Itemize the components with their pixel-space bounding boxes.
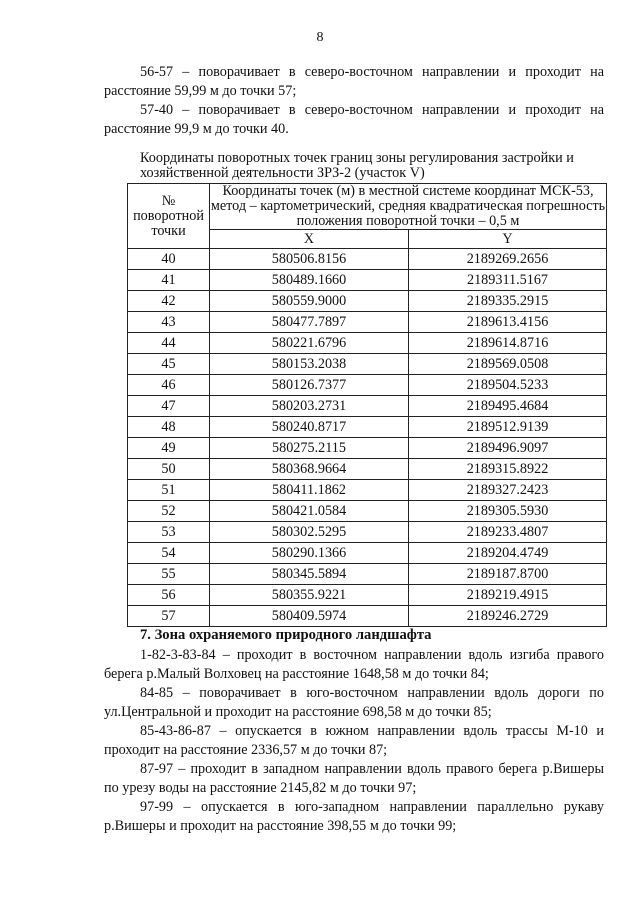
section-title: 7. Зона охраняемого природного ландшафта bbox=[140, 627, 432, 643]
y-coordinate-cell: 2189504.5233 bbox=[409, 375, 607, 396]
paragraph-56-57: 56-57 – поворачивает в северо-восточном направлении и проходит на расстояние 59,99 м до точки 57; bbox=[104, 64, 604, 99]
y-coordinate-cell: 2189204.4749 bbox=[409, 543, 607, 564]
x-coordinate-cell: 580345.5894 bbox=[210, 564, 409, 585]
table-caption: Координаты поворотных точек границ зоны регулирования застройки и хозяйственной деятельности ЗРЗ-2 (участок V) bbox=[140, 150, 574, 181]
table-row bbox=[128, 501, 607, 522]
table-row bbox=[128, 312, 607, 333]
header-coordinates: Координаты точек (м) в местной системе координат МСК-53, метод – картометрический, средняя квадратическая погрешность положения поворотной точки – 0,5 м bbox=[210, 183, 606, 229]
header-point-number: № поворотной точки bbox=[128, 184, 210, 249]
x-coordinate-cell: 580240.8717 bbox=[210, 417, 409, 438]
x-coordinate-cell: 580489.1660 bbox=[210, 270, 409, 291]
y-coordinate-cell: 2189311.5167 bbox=[409, 270, 607, 291]
y-coordinate-cell: 2189327.2423 bbox=[409, 480, 607, 501]
table-row bbox=[128, 291, 607, 312]
point-number-cell: 40 bbox=[128, 249, 210, 270]
y-coordinate-cell: 2189569.0508 bbox=[409, 354, 607, 375]
y-coordinate-cell: 2189614.8716 bbox=[409, 333, 607, 354]
point-number-cell: 53 bbox=[128, 522, 210, 543]
x-coordinate-cell: 580302.5295 bbox=[210, 522, 409, 543]
x-coordinate-cell: 580355.9221 bbox=[210, 585, 409, 606]
x-coordinate-cell: 580368.9664 bbox=[210, 459, 409, 480]
point-number-cell: 55 bbox=[128, 564, 210, 585]
x-coordinate-cell: 580559.9000 bbox=[210, 291, 409, 312]
point-number-cell: 41 bbox=[128, 270, 210, 291]
x-coordinate-cell: 580477.7897 bbox=[210, 312, 409, 333]
x-coordinate-cell: 580409.5974 bbox=[210, 606, 409, 627]
table-row bbox=[128, 543, 607, 564]
x-coordinate-cell: 580421.0584 bbox=[210, 501, 409, 522]
y-coordinate-cell: 2189219.4915 bbox=[409, 585, 607, 606]
table-row bbox=[128, 333, 607, 354]
x-coordinate-cell: 580411.1862 bbox=[210, 480, 409, 501]
section-paragraph: 97-99 – опускается в юго-западном направлении параллельно рукаву р.Вишеры и проходит на расстояние 398,55 м до точки 99; bbox=[104, 799, 604, 834]
header-y: Y bbox=[409, 230, 607, 249]
point-number-cell: 46 bbox=[128, 375, 210, 396]
section-paragraph: 87-97 – проходит в западном направлении вдоль правого берега р.Вишеры по урезу воды на расстояние 2145,82 м до точки 97; bbox=[104, 761, 604, 796]
x-coordinate-cell: 580126.7377 bbox=[210, 375, 409, 396]
point-number-cell: 49 bbox=[128, 438, 210, 459]
y-coordinate-cell: 2189495.4684 bbox=[409, 396, 607, 417]
x-coordinate-cell: 580203.2731 bbox=[210, 396, 409, 417]
table-row bbox=[128, 585, 607, 606]
table-row bbox=[128, 606, 607, 627]
table-row bbox=[128, 459, 607, 480]
point-number-cell: 45 bbox=[128, 354, 210, 375]
y-coordinate-cell: 2189187.8700 bbox=[409, 564, 607, 585]
table-row bbox=[128, 480, 607, 501]
table-row bbox=[128, 249, 607, 270]
point-number-cell: 52 bbox=[128, 501, 210, 522]
y-coordinate-cell: 2189335.2915 bbox=[409, 291, 607, 312]
header-x: X bbox=[210, 230, 409, 249]
point-number-cell: 57 bbox=[128, 606, 210, 627]
y-coordinate-cell: 2189246.2729 bbox=[409, 606, 607, 627]
paragraph-57-40: 57-40 – поворачивает в северо-восточном направлении и проходит на расстояние 99,9 м до точки 40. bbox=[104, 102, 604, 137]
table-row bbox=[128, 375, 607, 396]
y-coordinate-cell: 2189269.2656 bbox=[409, 249, 607, 270]
table-row bbox=[128, 438, 607, 459]
point-number-cell: 48 bbox=[128, 417, 210, 438]
y-coordinate-cell: 2189613.4156 bbox=[409, 312, 607, 333]
point-number-cell: 47 bbox=[128, 396, 210, 417]
x-coordinate-cell: 580275.2115 bbox=[210, 438, 409, 459]
x-coordinate-cell: 580290.1366 bbox=[210, 543, 409, 564]
point-number-cell: 43 bbox=[128, 312, 210, 333]
point-number-cell: 42 bbox=[128, 291, 210, 312]
y-coordinate-cell: 2189315.8922 bbox=[409, 459, 607, 480]
y-coordinate-cell: 2189496.9097 bbox=[409, 438, 607, 459]
table-row bbox=[128, 270, 607, 291]
point-number-cell: 56 bbox=[128, 585, 210, 606]
point-number-cell: 54 bbox=[128, 543, 210, 564]
x-coordinate-cell: 580153.2038 bbox=[210, 354, 409, 375]
coordinates-table bbox=[127, 183, 607, 627]
page-number: 8 bbox=[316, 30, 324, 45]
table-row bbox=[128, 354, 607, 375]
point-number-cell: 51 bbox=[128, 480, 210, 501]
point-number-cell: 44 bbox=[128, 333, 210, 354]
table-row bbox=[128, 396, 607, 417]
section-paragraph: 1-82-3-83-84 – проходит в восточном направлении вдоль изгиба правого берега р.Малый Волховец на расстояние 1648,58 м до точки 84; bbox=[104, 647, 604, 682]
y-coordinate-cell: 2189512.9139 bbox=[409, 417, 607, 438]
point-number-cell: 50 bbox=[128, 459, 210, 480]
table-row bbox=[128, 417, 607, 438]
table-row bbox=[128, 522, 607, 543]
coordinates-table-body bbox=[128, 249, 607, 627]
table-row bbox=[128, 564, 607, 585]
section-paragraph: 84-85 – поворачивает в юго-восточном направлении вдоль дороги по ул.Центральной и проходит на расстояние 698,58 м до точки 85; bbox=[104, 685, 604, 720]
x-coordinate-cell: 580221.6796 bbox=[210, 333, 409, 354]
y-coordinate-cell: 2189233.4807 bbox=[409, 522, 607, 543]
x-coordinate-cell: 580506.8156 bbox=[210, 249, 409, 270]
section-paragraph: 85-43-86-87 – опускается в южном направлении вдоль трассы М-10 и проходит на расстояние 2336,57 м до точки 87; bbox=[104, 723, 604, 758]
y-coordinate-cell: 2189305.5930 bbox=[409, 501, 607, 522]
